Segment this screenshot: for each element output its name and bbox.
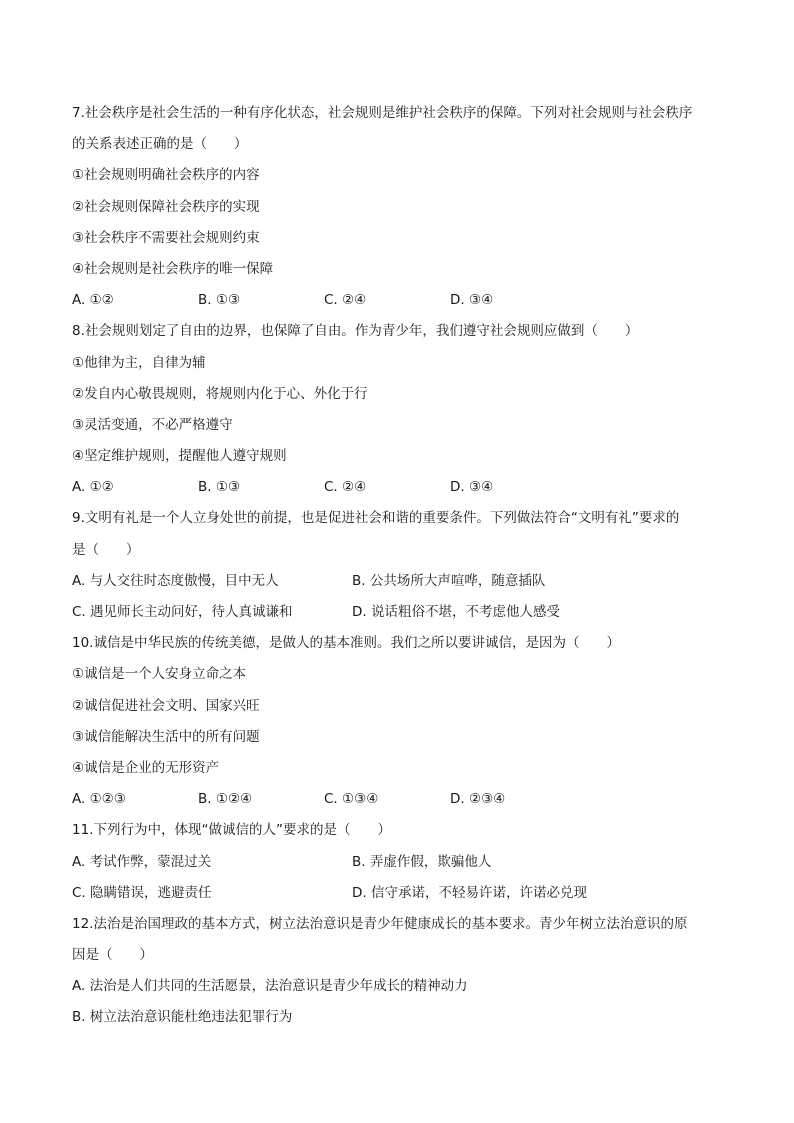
option-c: C. 隐瞒错误，逃避责任 <box>72 884 212 901</box>
question-stem: 12.法治是治国理政的基本方式，树立法治意识是青少年健康成长的基本要求。青少年树立法治意识的原 <box>72 915 688 932</box>
statement-item: ②社会规则保障社会秩序的实现 <box>72 198 260 215</box>
option-b: B. ①③ <box>198 479 241 496</box>
statement-item: ①他律为主，自律为辅 <box>72 354 206 371</box>
option-a: A. 考试作弊，蒙混过关 <box>72 853 212 870</box>
statement-item: ②发自内心敬畏规则，将规则内化于心、外化于行 <box>72 385 368 402</box>
answer-options <box>72 472 732 503</box>
statement-item: ③社会秩序不需要社会规则约束 <box>72 229 260 246</box>
question-stem: 的关系表述正确的是（ ） <box>72 136 248 153</box>
option-c: C. ①③④ <box>324 791 379 808</box>
option-c: C. ②④ <box>324 479 367 496</box>
statement-item: ①诚信是一个人安身立命之本 <box>72 666 247 683</box>
statement-item: ③诚信能解决生活中的所有问题 <box>72 728 260 745</box>
question-7 <box>72 98 732 316</box>
statement-item: ④坚定维护规则，提醒他人遵守规则 <box>72 448 287 465</box>
option-b: B. 公共场所大声喧哗，随意插队 <box>352 572 546 589</box>
question-list <box>72 98 732 1034</box>
statement-item: ③灵活变通，不必严格遵守 <box>72 416 233 433</box>
option-d: D. ③④ <box>450 479 494 496</box>
statement-item: ①社会规则明确社会秩序的内容 <box>72 167 260 184</box>
question-10 <box>72 628 732 815</box>
question-stem: 因是（ ） <box>72 947 153 964</box>
statement-item: ④社会规则是社会秩序的唯一保障 <box>72 260 274 277</box>
option-a: A. ①② <box>72 479 114 496</box>
answer-options <box>72 285 732 316</box>
option-b: B. 树立法治意识能杜绝违法犯罪行为 <box>72 1009 293 1026</box>
question-stem: 7.社会秩序是社会生活的一种有序化状态，社会规则是维护社会秩序的保障。下列对社会规则与社会秩序 <box>72 105 693 121</box>
statement-item: ④诚信是企业的无形资产 <box>72 759 220 776</box>
question-12 <box>72 909 732 1034</box>
option-c: C. 遇见师长主动问好，待人真诚谦和 <box>72 604 293 620</box>
option-b: B. ①③ <box>198 292 241 309</box>
option-b: B. 弄虚作假，欺骗他人 <box>352 853 492 870</box>
option-a: A. ①② <box>72 292 114 309</box>
option-a: A. 法治是人们共同的生活愿景，法治意识是青少年成长的精神动力 <box>72 978 468 995</box>
answer-options <box>72 878 732 909</box>
answer-options <box>72 847 732 878</box>
option-c: C. ②④ <box>324 292 367 309</box>
option-a: A. ①②③ <box>72 791 126 808</box>
option-d: D. 说话粗俗不堪，不考虑他人感受 <box>352 604 560 620</box>
answer-options <box>72 784 732 815</box>
option-a: A. 与人交往时态度傲慢，目中无人 <box>72 572 279 589</box>
question-stem: 9.文明有礼是一个人立身处世的前提，也是促进社会和谐的重要条件。下列做法符合“文明有礼”要求的 <box>72 510 680 527</box>
question-8 <box>72 316 732 503</box>
option-d: D. ③④ <box>450 292 494 309</box>
option-d: D. ②③④ <box>450 791 506 808</box>
statement-item: ②诚信促进社会文明、国家兴旺 <box>72 697 260 714</box>
question-stem: 是（ ） <box>72 541 140 558</box>
question-stem: 11.下列行为中，体现“做诚信的人”要求的是（ ） <box>72 822 391 839</box>
question-11 <box>72 815 732 909</box>
question-9 <box>72 503 732 628</box>
question-stem: 8.社会规则划定了自由的边界，也保障了自由。作为青少年，我们遵守社会规则应做到（ ） <box>72 323 639 340</box>
option-d: D. 信守承诺，不轻易许诺，许诺必兑现 <box>352 884 587 901</box>
option-b: B. ①②④ <box>198 791 253 808</box>
answer-options <box>72 597 732 628</box>
answer-options <box>72 566 732 597</box>
question-stem: 10.诚信是中华民族的传统美德，是做人的基本准则。我们之所以要讲诚信，是因为（ ） <box>72 635 620 652</box>
